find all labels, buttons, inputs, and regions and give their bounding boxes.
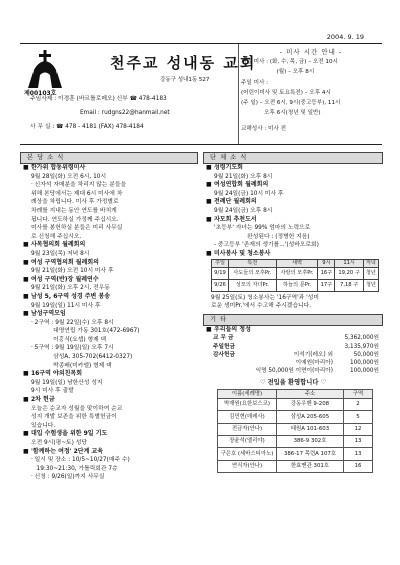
news-item — [20, 310, 198, 319]
news-item — [203, 164, 383, 173]
table-row — [213, 367, 379, 375]
pastor-name: 주임사제 : 이경훈 (바르톨로메오) 신부 — [30, 96, 128, 102]
offering-label: 감사헌금 — [213, 351, 235, 358]
news-item-line: · 2구역 : 9월 22일(수) 오후 8시 — [31, 319, 114, 326]
news-item-line: 미사를 봉헌하실 분들은 미리 사무실 — [31, 225, 123, 232]
offering-amount: 5,362,000원 — [344, 335, 379, 342]
news-item-line: 9월 19일(일) 남한산성 성지 — [31, 379, 103, 386]
square-bullet-icon: ■ — [23, 447, 29, 455]
mass-service-table — [211, 259, 379, 292]
news-item — [20, 164, 198, 173]
office-fax: (FAX) 478-4184 — [98, 124, 144, 130]
news-item-line: 완성된다 : (정병헌 지음) — [214, 233, 310, 240]
offering-amount: 50,000원 — [353, 351, 379, 358]
table-header: 저녁 — [363, 259, 378, 267]
table-cell: 19,20 구 — [335, 267, 363, 279]
table-cell: 구은호 (세바스티아노) — [218, 448, 277, 460]
news-item-line: 위해 본당에서는 제대 6시 미사에 차 — [31, 190, 123, 197]
table-cell: 박재원(요한보스코) — [218, 399, 277, 411]
offering-amount: 3,135,970원 — [344, 343, 379, 350]
pastor-phone: 478-4183 — [138, 96, 167, 102]
news-item-line: · 5구역 : 9월 19일(일) 오후 7시 — [31, 345, 114, 352]
square-bullet-icon: ■ — [23, 275, 29, 283]
parish-news-column — [20, 152, 198, 482]
table-row — [213, 334, 379, 342]
schedule-row: 평일 미사 : (화, 수, 목, 금) – 오전 10시 — [241, 59, 338, 65]
news-item — [203, 181, 383, 190]
square-bullet-icon: ■ — [23, 310, 29, 318]
table-cell: 삼성A 205-605 — [277, 411, 344, 423]
table-header: 주일 — [212, 259, 229, 267]
phone-icon: ☎ — [129, 96, 137, 102]
news-item-line: 로 신청해 주십시오. — [31, 233, 82, 240]
news-item-title: 남성구역모임 — [31, 310, 66, 318]
offering-label: 교 무 금 — [213, 335, 234, 342]
table-row — [218, 423, 373, 435]
newcomers-title: ♡ 전입을 환영합니다 ♡ — [259, 379, 327, 387]
table-row — [212, 267, 379, 279]
schedule-row: 교해성사 : 미사 전 — [241, 126, 287, 132]
church-name: 천주교 성내동 교회 — [110, 54, 257, 72]
news-item-line: 대명연립 가동 301호(472-6967) — [31, 328, 140, 335]
square-bullet-icon: ■ — [206, 164, 212, 171]
church-logo-icon — [24, 48, 66, 90]
bulletin-header — [20, 43, 382, 145]
news-item — [203, 216, 383, 225]
table-cell: 13 — [344, 448, 373, 460]
mass-schedule-title: - 미사 시간 안내 - — [279, 48, 343, 56]
issue-date: 2004. 9. 19 — [326, 33, 364, 41]
church-address: 강동구 성내1동 527 — [160, 77, 210, 83]
mass-note: 9월 25일(토) 청소봉사는 '16구역'과 '성미 — [211, 294, 319, 301]
table-header: 구역 — [344, 390, 373, 399]
table-cell: 13 — [344, 436, 373, 448]
news-item-title: 남성 5, 6구역 성경 주변 봉송 — [31, 292, 111, 300]
news-item-title: 자모회 추천도서 — [214, 215, 257, 223]
news-item-title: 한가위 합동위령미사 — [31, 164, 86, 171]
schedule-row: (월) – 오후 8시 — [241, 69, 315, 75]
table-cell: 하늘의 문Pr. — [276, 279, 318, 291]
square-bullet-icon: ■ — [23, 396, 29, 404]
square-bullet-icon: ■ — [206, 249, 212, 257]
table-row — [213, 351, 379, 359]
offering-detail: 익명 50,000원 이면이(마리아) — [255, 368, 333, 375]
table-cell: 386-17 목련A 107호 — [277, 448, 344, 460]
phone-icon: ☎ — [56, 124, 64, 130]
table-cell: 연식자(안나) — [218, 460, 277, 472]
offering-label — [213, 367, 241, 375]
square-bullet-icon: ■ — [23, 164, 29, 171]
news-item-line: 됩니다. 연도하실 가정께 주십시오. — [31, 216, 119, 223]
registration-number: 제00103호 — [24, 90, 57, 97]
news-item-line: 성지 개발 보존을 위한 특별헌금이 — [31, 414, 117, 421]
news-item — [20, 276, 198, 285]
table-cell: 16 — [344, 460, 373, 472]
square-bullet-icon: ■ — [23, 370, 29, 378]
mass-note: 로운 생미Pr.'에서 수고해 주시겠습니다. — [211, 303, 312, 310]
news-item-title: 16구역 야외친목회 — [31, 370, 83, 378]
news-item-title: 사목협의회 월례회의 — [31, 241, 86, 249]
news-item — [20, 293, 198, 302]
schedule-row: 주일 미사 : — [241, 80, 269, 86]
news-item-line: - 중고등부 '존재의 생기를...'(성바오로회) — [214, 242, 319, 249]
offering-detail — [241, 334, 333, 342]
table-cell: 16구 — [318, 267, 335, 279]
table-row — [218, 460, 373, 472]
news-item-title: 여성 구역협의회 월례회의 — [31, 258, 99, 266]
table-cell: 김민현(데레사) — [218, 411, 277, 423]
table-cell: 태원A 101-603 — [277, 423, 344, 435]
news-item-line: '초등부' 자녀는 99% 엄마의 노력으로 — [214, 225, 311, 232]
square-bullet-icon: ■ — [23, 258, 29, 266]
table-row — [218, 436, 373, 448]
offering-detail: 이석기(레오) 외 — [293, 351, 333, 358]
news-item-line: 9월 21일(화) 오후 8시 — [214, 173, 273, 180]
table-cell: 12 — [344, 423, 373, 435]
table-cell: 강동우벤 9-208 — [277, 399, 344, 411]
news-item-line: 차례를 지내는 동안 연도를 바치게 — [31, 207, 117, 214]
table-cell: 사도들의 모후Pr. — [229, 267, 277, 279]
news-item-line: · 신청 : 9/26(일)까지 사무실 — [31, 474, 105, 481]
table-header: 이름(세례명) — [218, 390, 277, 399]
news-item-title: 2차 헌금 — [31, 396, 55, 404]
news-item-line: 삼성A, 305-702(6412-0327) — [31, 354, 133, 361]
square-bullet-icon: ■ — [23, 430, 29, 438]
table-cell: 5 — [344, 411, 373, 423]
news-item-line: 9월 24일(금) 10시 미사 후 — [214, 190, 284, 197]
table-header: 11시 — [335, 259, 363, 267]
news-item-line: 이홍식(요셉) 형제 댁 — [31, 336, 107, 343]
news-item-title: 여성연합회 월례회의 — [214, 181, 269, 189]
news-item-line: · 일시 및 장소 : 10/5~10/27(매주 수) — [31, 457, 130, 464]
news-item-line: 있습니다. — [31, 422, 56, 429]
square-bullet-icon: ■ — [206, 181, 212, 189]
table-cell: 청년 — [363, 267, 378, 279]
offering-title-item — [203, 326, 383, 335]
schedule-row: 오후 6시(청년 및 일반) — [241, 110, 321, 116]
news-item — [203, 198, 383, 207]
office-phone: 478 - 4181 — [65, 124, 97, 130]
news-item-line: 9월 21일(화) 오전 10시 미사 후 — [31, 268, 114, 275]
mass-table-title-item — [203, 250, 383, 259]
square-bullet-icon: ■ — [206, 215, 212, 223]
square-bullet-icon: ■ — [23, 292, 29, 300]
offering-label: 주일헌금 — [213, 343, 235, 350]
table-cell: 386-9 302호 — [277, 436, 344, 448]
office-label: 사 무 실 : — [30, 124, 55, 130]
news-item-title: 전례단 월례회의 — [214, 198, 257, 206]
table-cell: 9/26 — [212, 279, 229, 291]
news-item — [20, 370, 198, 379]
group-news-list — [203, 164, 383, 250]
news-item-title: 성령기도회 — [214, 164, 243, 171]
table-row — [218, 399, 373, 411]
email-line: Email : rudgns22@hanmail.net — [80, 110, 170, 116]
table-cell: 한효맨관 301호 — [277, 460, 344, 472]
table-header: 새벽 — [276, 259, 318, 267]
parish-news-list — [20, 164, 198, 482]
mass-schedule — [238, 44, 383, 144]
news-item — [20, 430, 198, 439]
table-cell: 17구 — [318, 279, 335, 291]
news-item-line: 오늘은 순교자 성월을 맞이하여 순교 — [31, 405, 123, 412]
offering-detail: 이예원(마리아) — [295, 359, 333, 366]
table-row — [212, 279, 379, 291]
news-item-line: 9월 19일(일) 11시 미사 후 — [31, 302, 101, 309]
news-item — [20, 259, 198, 268]
table-header: 주소 — [277, 390, 344, 399]
table-cell: 성모의 자녀Pr. — [229, 279, 277, 291]
table-row — [213, 359, 379, 367]
offering-table — [213, 334, 379, 375]
news-item — [20, 241, 198, 250]
table-cell: 2 — [344, 399, 373, 411]
news-item-line: 박종배(미카엘) 형제 댁 — [31, 362, 112, 369]
news-item-line: 오전 9시(평~토) 성당 — [31, 440, 87, 446]
news-item-title: 여성 구역(반)장 월례연수 — [31, 275, 99, 283]
table-row — [218, 448, 373, 460]
table-cell: 사랑의 모후Pr. — [276, 267, 318, 279]
schedule-row: (어린이미사 및 토요특전) – 오후 4시 — [241, 90, 331, 96]
news-item-line: 19:30~21:30, 가톨릭회관 7층 — [31, 465, 118, 472]
news-item-title: '함께하는 여정' 2단계 교육 — [31, 447, 104, 455]
schedule-row: (주 일) – 오전 6시, 9시(중고등부), 11시 — [241, 100, 341, 106]
table-header: 9시 — [318, 259, 335, 267]
group-news-heading: 단 체 소 식 — [203, 152, 383, 164]
news-item-line: 례상을 차립니다. 미사 후 가정별로 — [31, 199, 119, 206]
table-cell: 전금자(안나) — [218, 423, 277, 435]
offering-amount: 100,000원 — [349, 368, 379, 375]
table-cell: 청년 — [363, 279, 378, 291]
offering-amount: 100,000원 — [349, 359, 379, 366]
square-bullet-icon: ■ — [206, 325, 212, 333]
news-item — [20, 396, 198, 405]
pastor-line — [30, 96, 167, 103]
table-cell: 9/19 — [212, 267, 229, 279]
news-item-line: · 신자석 자매분을 차리지 않는 분들을 — [31, 182, 127, 189]
newcomers-table — [217, 389, 373, 473]
table-header: 특전 — [229, 259, 277, 267]
square-bullet-icon: ■ — [206, 198, 212, 206]
news-item-line: 9월 23일(목) 저녁 8시 — [31, 250, 90, 257]
news-item-line: 9월 28일(화) 오전 6시, 10시 — [31, 173, 107, 180]
offering-title: 우리들의 정성 — [214, 325, 251, 333]
table-row — [213, 343, 379, 351]
news-item-line: 9시 미사 후 출발 — [31, 388, 74, 395]
offering-label — [213, 359, 241, 367]
group-news-column — [203, 152, 383, 473]
news-item-title: 대입 수험생을 위한 9일 기도 — [31, 430, 108, 438]
office-line — [30, 124, 144, 131]
square-bullet-icon: ■ — [23, 241, 29, 249]
table-cell: 장윤석(엘리야) — [218, 436, 277, 448]
news-item-line: 9월 21일(화) 오후 2시, 전우동 — [31, 285, 110, 292]
parish-news-heading: 본 당 소 식 — [20, 152, 198, 164]
table-row — [218, 411, 373, 423]
mass-table-title: 미사봉사 및 청소봉사 — [214, 249, 271, 257]
table-cell: 7,18 구 — [335, 279, 363, 291]
offering-detail — [241, 343, 333, 351]
other-heading: 기 타 — [203, 314, 383, 326]
news-item — [20, 448, 198, 457]
news-item-line: 9월 24일(금) 오후 8시 — [214, 207, 273, 214]
